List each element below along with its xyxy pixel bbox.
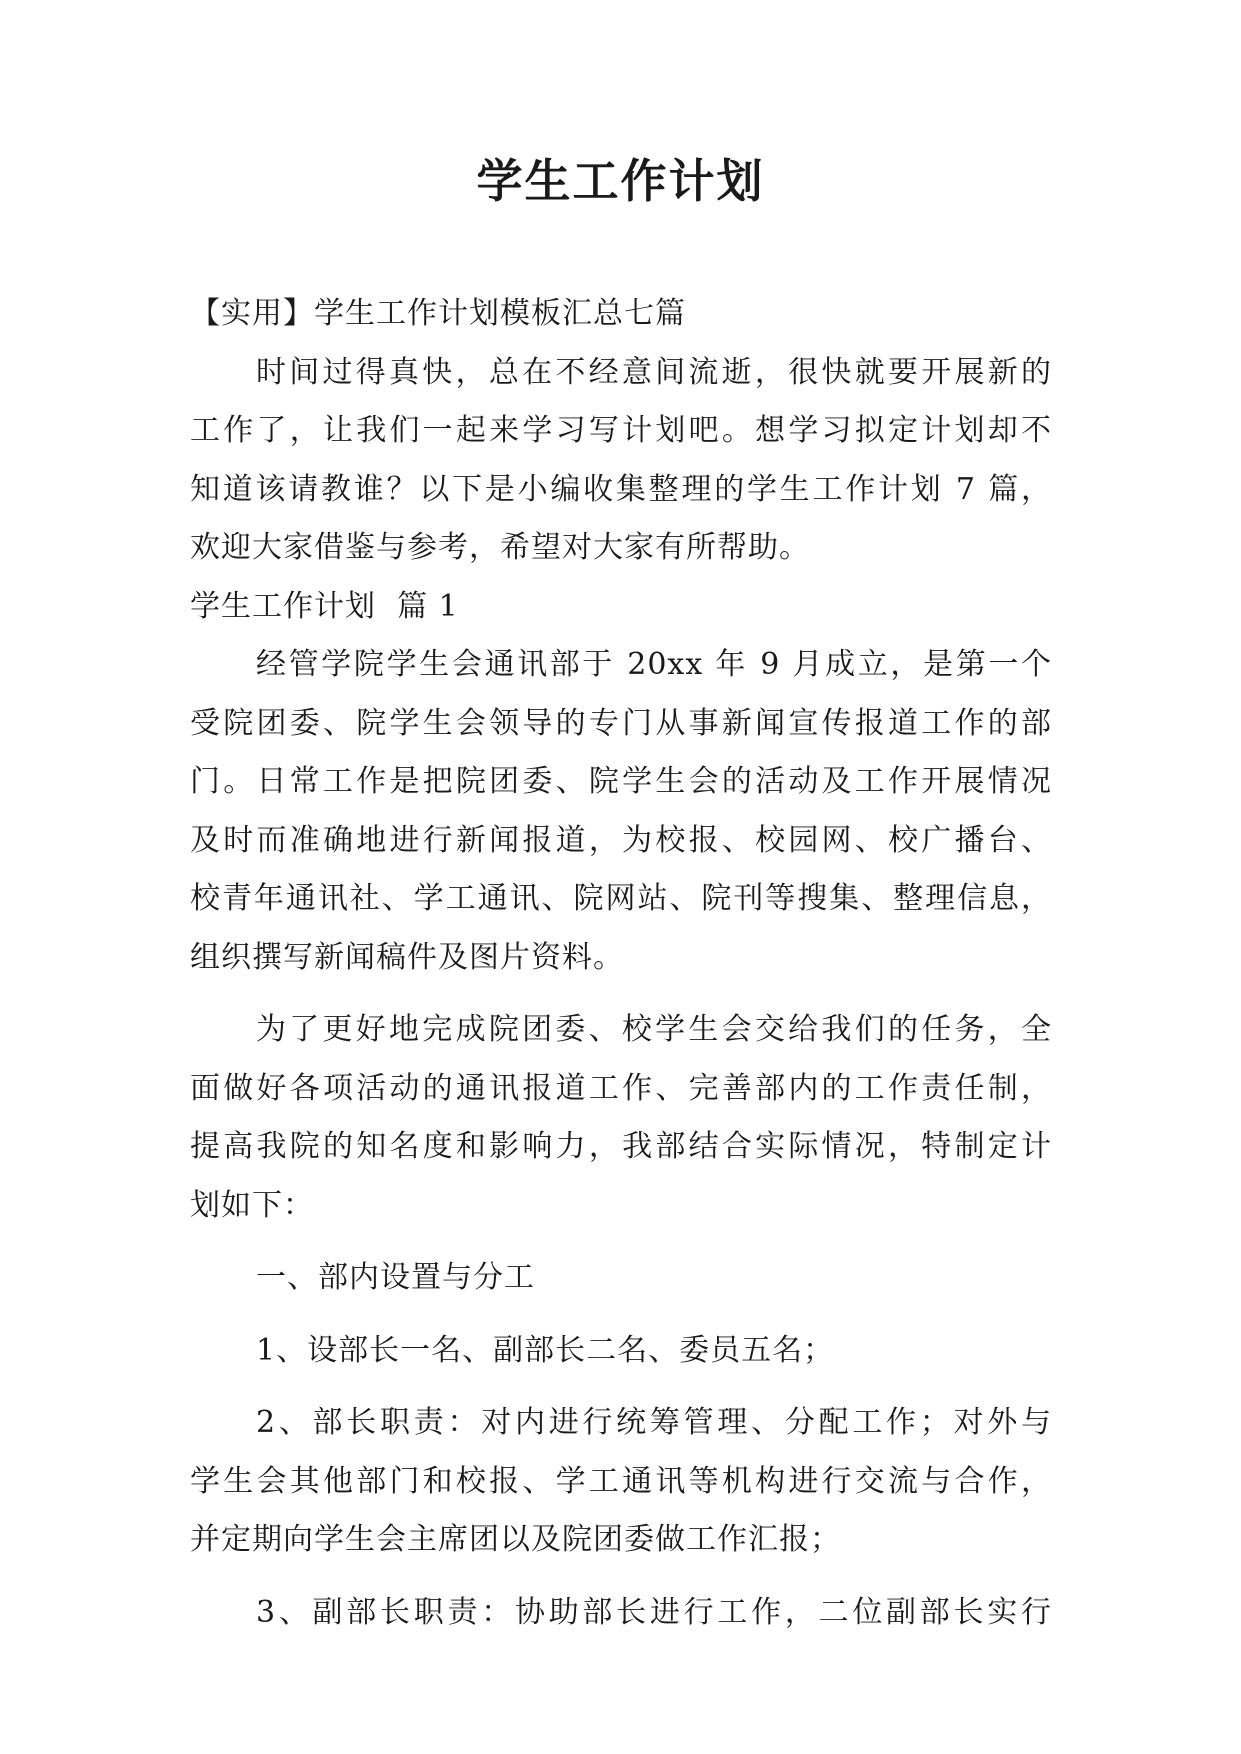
intro-paragraph: [190, 344, 1052, 578]
paragraph-line: 2、部长职责：对内进行统筹管理、分配工作；对外与: [256, 1405, 1052, 1440]
paragraph-2: [190, 1001, 1052, 1235]
section-heading: 学生工作计划 篇 1: [190, 588, 459, 624]
list-item-2: [190, 1394, 1052, 1570]
document-subtitle: 【实用】学生工作计划模板汇总七篇: [190, 296, 686, 331]
paragraph-line: 及时而准确地进行新闻报道，为校报、校园网、校广播台、: [190, 822, 1052, 858]
paragraph-line: 学生会其他部门和校报、学工通讯等机构进行交流与合作，: [190, 1463, 1052, 1499]
paragraph-line: 受院团委、院学生会领导的专门从事新闻宣传报道工作的部: [190, 705, 1052, 741]
paragraph-line: 经管学院学生会通讯部于 20xx 年 9 月成立，是第一个: [256, 647, 1052, 682]
list-item-1: 1、设部长一名、副部长二名、委员五名；: [256, 1332, 835, 1368]
paragraph-line: 提高我院的知名度和影响力，我部结合实际情况，特制定计: [190, 1129, 1052, 1164]
list-item-3: 3、副部长职责：协助部长进行工作，二位副部长实行: [256, 1594, 1052, 1630]
paragraph-line: 划如下：: [190, 1187, 314, 1223]
intro-line: 知道该请教谁？以下是小编收集整理的学生工作计划 7 篇，: [190, 471, 1052, 507]
intro-line: 欢迎大家借鉴与参考，希望对大家有所帮助。: [190, 530, 810, 565]
paragraph-1: [190, 636, 1052, 987]
paragraph-line: 组织撰写新闻稿件及图片资料。: [190, 939, 624, 975]
paragraph-line: 门。日常工作是把院团委、院学生会的活动及工作开展情况: [190, 764, 1052, 799]
paragraph-line: 校青年通讯社、学工通讯、院网站、院刊等搜集、整理信息，: [190, 881, 1052, 916]
paragraph-line: 面做好各项活动的通讯报道工作、完善部内的工作责任制，: [190, 1070, 1052, 1106]
intro-line: 工作了，让我们一起来学习写计划吧。想学习拟定计划却不: [190, 413, 1052, 448]
document-body: [190, 285, 1052, 1642]
intro-line: 时间过得真快，总在不经意间流逝，很快就要开展新的: [256, 354, 1052, 390]
paragraph-line: 并定期向学生会主席团以及院团委做工作汇报；: [190, 1522, 841, 1557]
document-title: 学生工作计划: [476, 154, 765, 208]
paragraph-line: 为了更好地完成院团委、校学生会交给我们的任务，全: [256, 1012, 1052, 1047]
heading-one: 一、部内设置与分工: [256, 1260, 535, 1295]
